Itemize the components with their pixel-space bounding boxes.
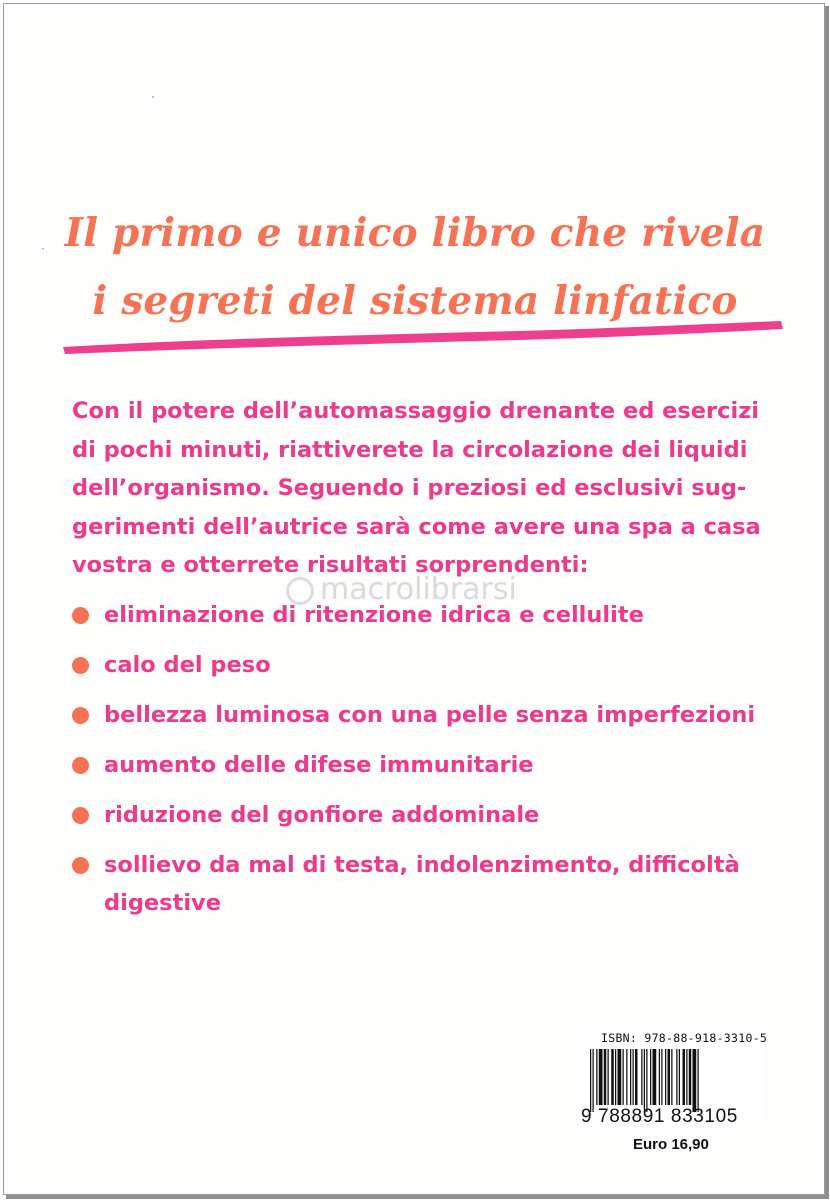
bullet-dot-icon (72, 757, 89, 774)
description-line: di pochi minuti, riattiverete la circolazione dei liquidi (72, 436, 748, 463)
list-item (72, 596, 772, 634)
paper-speck (152, 96, 154, 98)
barcode-bar (626, 1049, 627, 1105)
brush-underline (59, 316, 784, 356)
ean-number: 9 788891 833105 (581, 1106, 738, 1127)
barcode-bar (683, 1049, 686, 1105)
list-item (72, 846, 772, 922)
list-item (72, 746, 772, 784)
list-item-text: calo del peso (104, 652, 271, 678)
description-line: gerimenti dell’autrice sarà come avere una spa a casa (72, 513, 761, 540)
bullet-dot-icon (72, 807, 89, 824)
description-line: Con il potere dell’automassaggio drenante ed esercizi (72, 398, 760, 424)
headline-line-2: i segreti del sistema linfatico (92, 278, 738, 324)
bullet-dot-icon (72, 657, 89, 674)
list-item (72, 796, 772, 834)
list-item (72, 646, 772, 684)
barcode-bar (668, 1049, 671, 1105)
list-item-text: bellezza luminosa con una pelle senza imperfezioni (104, 702, 756, 728)
list-item-text-continued: digestive (104, 890, 221, 916)
barcode-bar (689, 1049, 692, 1105)
page-shadow-bottom (6, 1195, 829, 1199)
headline-line-1: Il primo e unico libro che rivela (64, 210, 766, 256)
barcode-bar (604, 1049, 607, 1105)
barcode-bar (661, 1049, 662, 1105)
barcode-bar (644, 1049, 645, 1112)
barcode-bar (635, 1049, 638, 1105)
barcode-bar (686, 1049, 687, 1105)
barcode-bar (646, 1049, 647, 1112)
list-item-text: eliminazione di ritenzione idrica e cellulite (104, 602, 644, 628)
description (72, 392, 762, 585)
price-label: Euro 16,90 (633, 1136, 709, 1153)
barcode-bar (633, 1049, 634, 1105)
barcode-bar (590, 1049, 591, 1112)
bullet-dot-icon (72, 857, 89, 874)
isbn-label: ISBN: 978-88-918-3310-5 (601, 1031, 768, 1045)
barcode-bar (623, 1049, 624, 1105)
barcode-bar (593, 1049, 594, 1112)
watermark-brand: macrolibrarsi (320, 572, 517, 607)
list-item (72, 696, 772, 734)
list-item-text: riduzione del gonfiore addominale (104, 802, 540, 828)
back-cover (3, 3, 825, 1195)
benefits-list (72, 596, 772, 934)
barcode-bar (615, 1049, 616, 1105)
list-item-text: sollievo da mal di testa, indolenzimento, difficoltà (104, 852, 740, 878)
barcode-bar (608, 1049, 609, 1105)
bullet-dot-icon (72, 707, 89, 724)
page-shadow-right (825, 6, 829, 1198)
barcode-bar (611, 1049, 614, 1105)
barcode-bar (659, 1049, 660, 1105)
barcode-bar (698, 1049, 699, 1112)
barcode-bar (599, 1049, 603, 1105)
barcode-bar (671, 1049, 672, 1105)
barcode-bar (679, 1049, 680, 1105)
barcode-icon (590, 1049, 760, 1112)
barcode-bar (650, 1049, 651, 1105)
barcode-bar (676, 1049, 677, 1105)
barcode-bar (693, 1049, 697, 1112)
bullet-dot-icon (72, 607, 89, 624)
barcode-bar (630, 1049, 631, 1105)
barcode-bar (618, 1049, 622, 1105)
barcode-bar (596, 1049, 597, 1105)
barcode-bar (665, 1049, 666, 1105)
list-item-text: aumento delle difese immunitarie (104, 752, 534, 778)
barcode-bar (641, 1049, 642, 1105)
description-line: dell’organismo. Seguendo i preziosi ed esclusivi sug- (72, 475, 747, 501)
barcode-bar (653, 1049, 657, 1105)
headline (4, 199, 825, 335)
description-line: vostra e otterrete risultati sorprendenti: (72, 552, 589, 578)
